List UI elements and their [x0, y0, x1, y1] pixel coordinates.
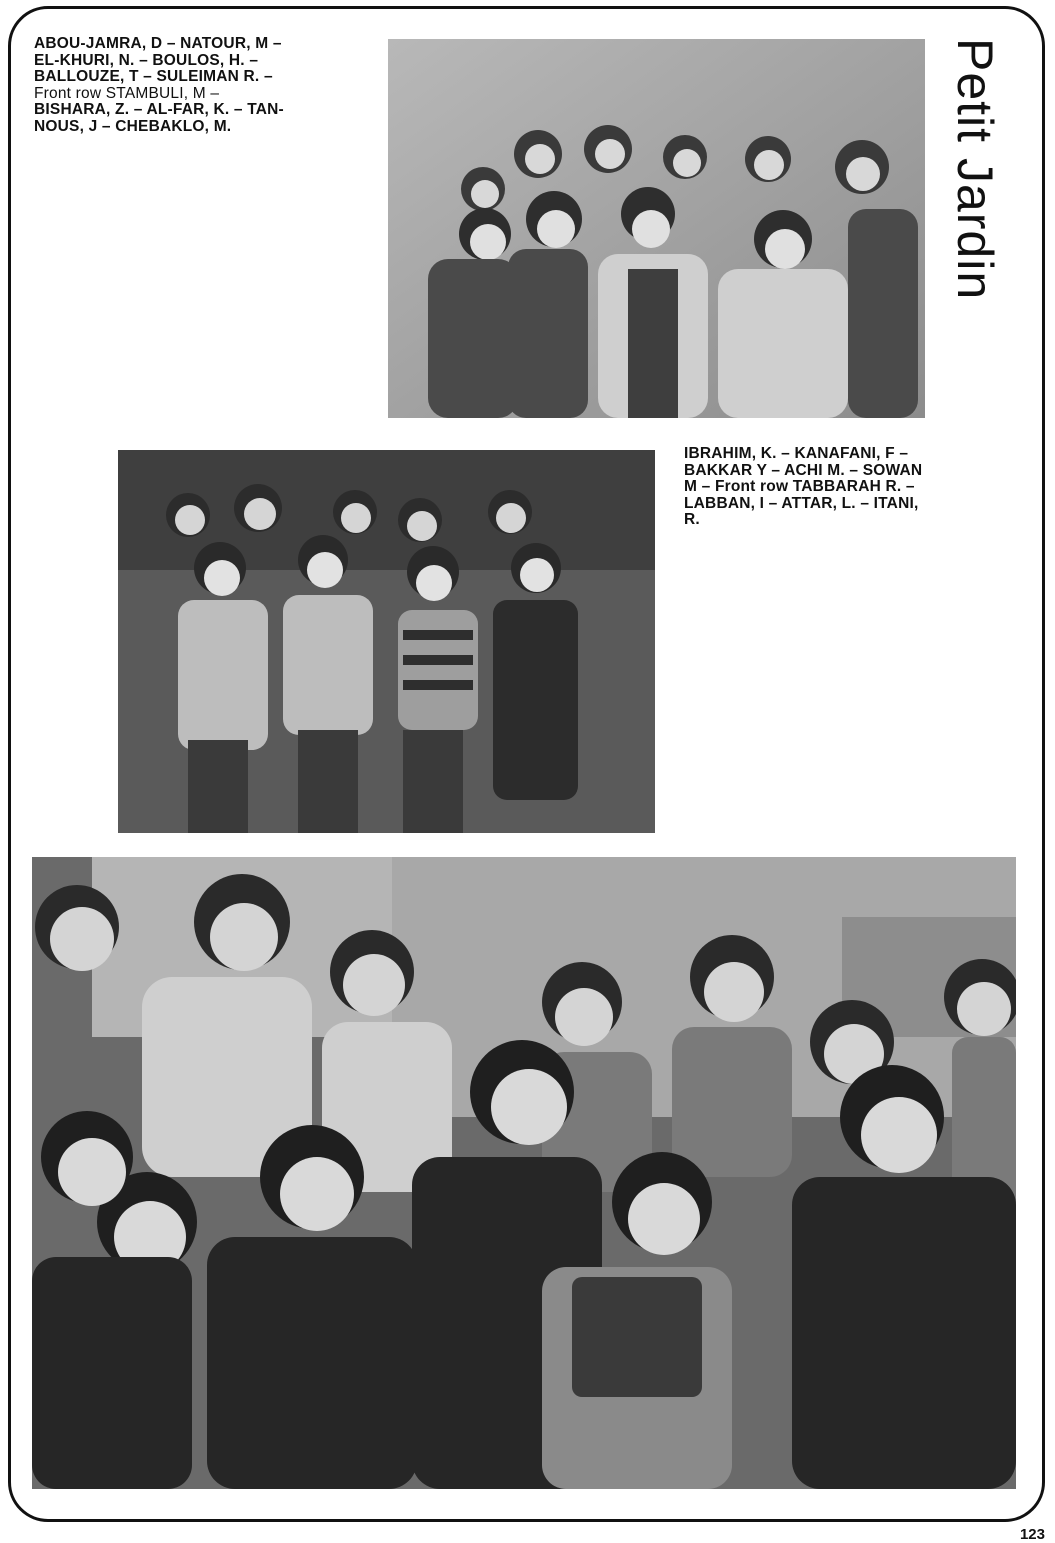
- caption-line: M – Front row TABBARAH R. –: [684, 478, 915, 495]
- caption-line: BALLOUZE, T – SULEIMAN R. –: [34, 68, 273, 85]
- caption-line: NOUS, J – CHEBAKLO, M.: [34, 117, 232, 135]
- caption-line: BAKKAR Y – ACHI M. – SOWAN: [684, 461, 923, 479]
- caption-line: BISHARA, Z. – AL-FAR, K. – TAN-: [34, 101, 284, 118]
- caption-line: Front row STAMBULI, M –: [34, 84, 220, 102]
- caption-line: ABOU-JAMRA, D – NATOUR, M –: [34, 35, 282, 52]
- group-photo-2: [118, 450, 655, 833]
- group-photo-3: [32, 857, 1016, 1489]
- caption-middle: [684, 446, 1011, 529]
- caption-top: [34, 36, 358, 135]
- section-title: Petit Jardin: [947, 38, 1003, 301]
- caption-line: IBRAHIM, K. – KANAFANI, F –: [684, 445, 909, 462]
- caption-line: LABBAN, I – ATTAR, L. – ITANI,: [684, 494, 919, 512]
- caption-line: R.: [684, 511, 700, 528]
- page-number: 123: [1019, 1526, 1045, 1543]
- group-photo-1: [388, 39, 925, 418]
- caption-line: EL-KHURI, N. – BOULOS, H. –: [34, 51, 259, 69]
